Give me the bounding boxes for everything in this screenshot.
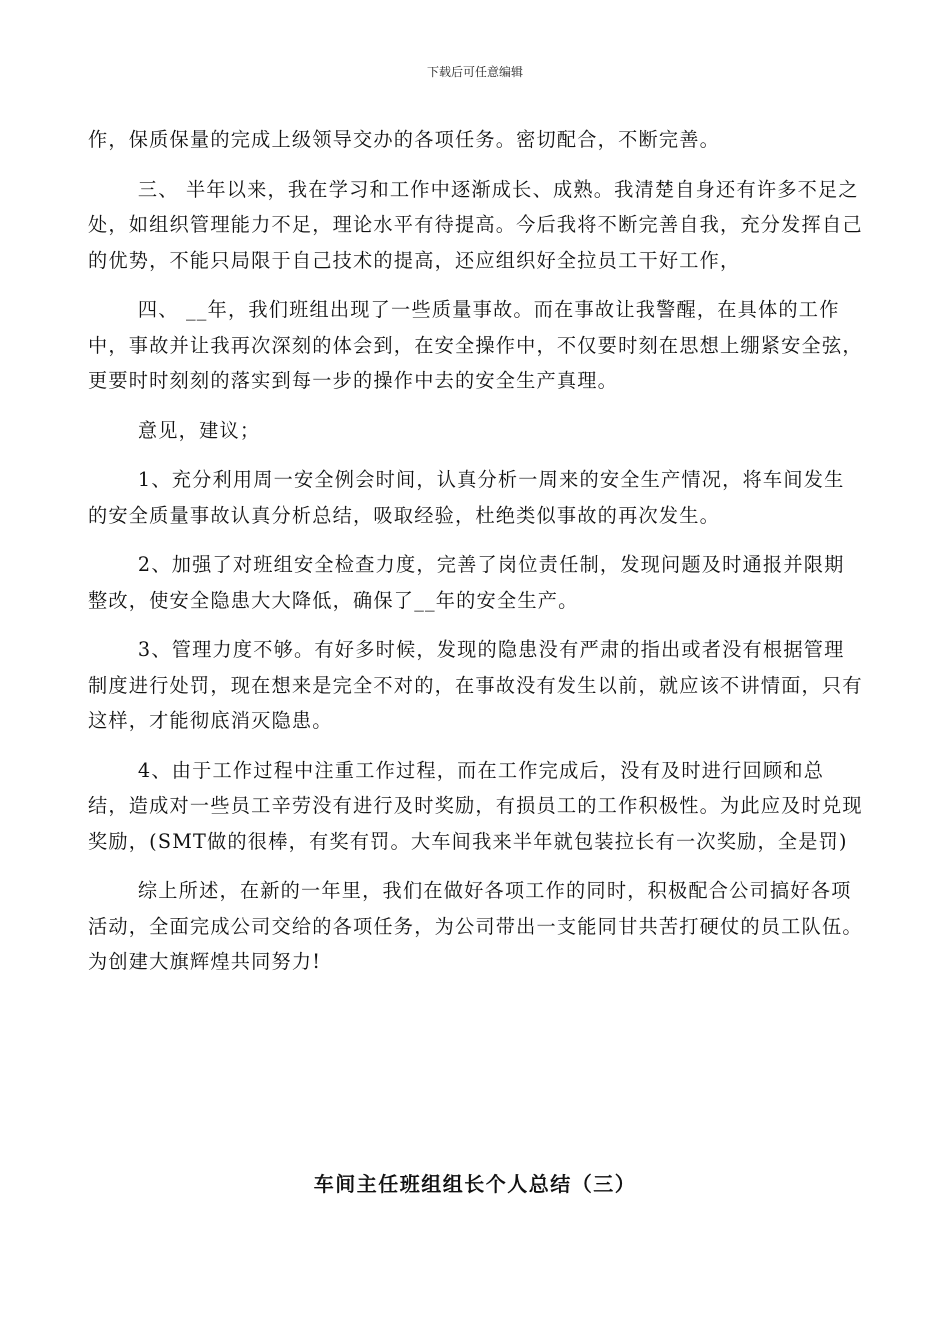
document-body — [88, 122, 864, 980]
paragraph-suggestion-2: 2、加强了对班组安全检查力度，完善了岗位责任制，发现问题及时通报并限期整改，使安全隐患大大降低，确保了__年的安全生产。 — [88, 553, 845, 612]
paragraph-conclusion: 综上所述，在新的一年里，我们在做好各项工作的同时，积极配合公司搞好各项活动，全面完成公司交给的各项任务，为公司带出一支能同甘共苦打硬仗的员工队伍。为创建大旗辉煌共同努力! — [88, 879, 863, 973]
paragraph-point-three: 三、 半年以来，我在学习和工作中逐渐成长、成熟。我清楚自身还有许多不足之处，如组织管理能力不足，理论水平有待提高。今后我将不断完善自我，充分发挥自己的优势，不能只局限于自己技术的提高，还应组织好全拉员工干好工作， — [88, 177, 863, 272]
page-header: 下载后可任意编辑 — [426, 65, 523, 79]
section-title: 车间主任班组组长个人总结（三） — [313, 1172, 637, 1196]
paragraph-suggestion-1: 1、充分利用周一安全例会时间，认真分析一周来的安全生产情况，将车间发生的安全质量事故认真分析总结，吸取经验，杜绝类似事故的再次发生。 — [88, 468, 845, 527]
paragraph-suggestions-heading: 意见，建议； — [137, 418, 261, 442]
paragraph-suggestion-4: 4、由于工作过程中注重工作过程，而在工作完成后，没有及时进行回顾和总结，造成对一些员工辛劳没有进行及时奖励，有损员工的工作积极性。为此应及时兑现奖励，(SMT做的很棒，有奖有罚。大车间我来半年就包装拉长有一次奖励，全是罚) — [88, 758, 863, 853]
paragraph-point-four: 四、 __年，我们班组出现了一些质量事故。而在事故让我警醒，在具体的工作中，事故并让我再次深刻的体会到，在安全操作中，不仅要时刻在思想上绷紧安全弦，更要时时刻刻的落实到每一步的操作中去的安全生产真理。 — [88, 298, 863, 392]
paragraph-suggestion-3: 3、管理力度不够。有好多时候，发现的隐患没有严肃的指出或者没有根据管理制度进行处罚，现在想来是完全不对的，在事故没有发生以前，就应该不讲情面，只有这样，才能彻底消灭隐患。 — [88, 638, 863, 732]
paragraph-continuation: 作，保质保量的完成上级领导交办的各项任务。密切配合，不断完善。 — [88, 128, 721, 151]
